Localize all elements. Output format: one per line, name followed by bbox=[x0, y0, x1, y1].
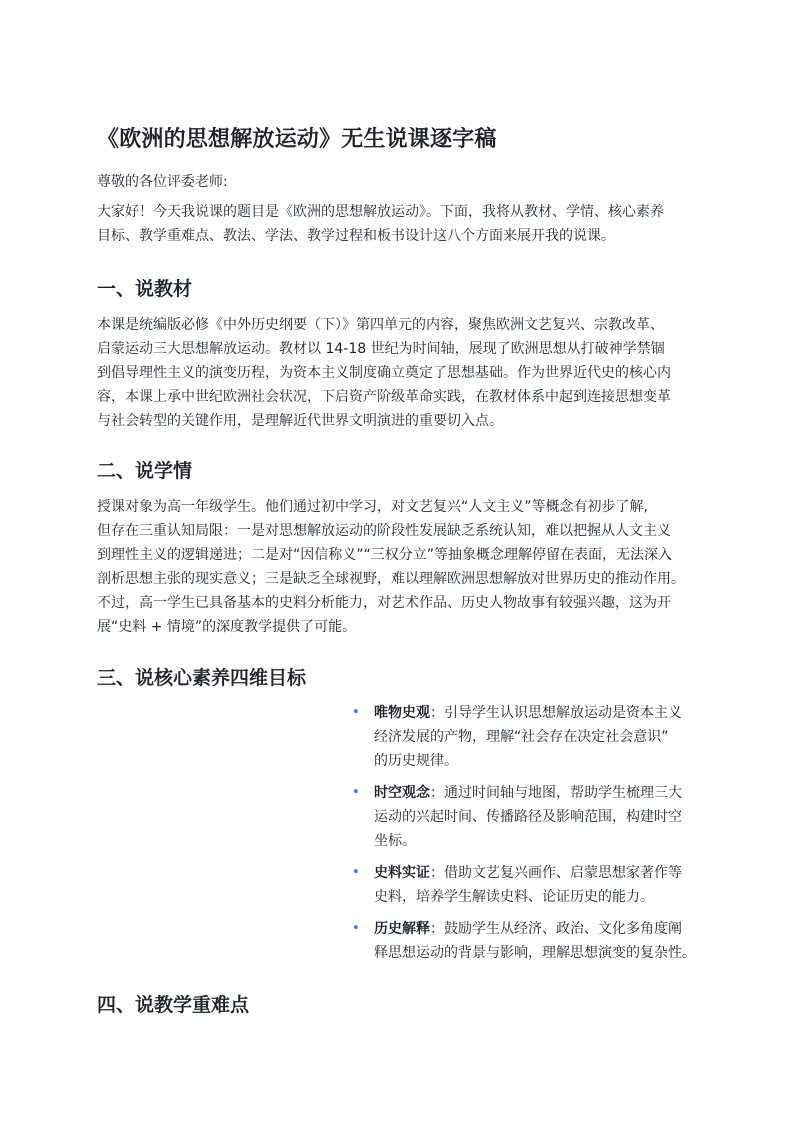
bullet-dot-icon: • bbox=[352, 785, 360, 800]
bullet-dot-icon: • bbox=[352, 865, 360, 880]
heading-core-literacy: 三、说核心素养四维目标 bbox=[97, 667, 307, 689]
paragraph-line: 不过，高一学生已具备基本的史料分析能力，对艺术作品、历史人物故事有较强兴趣，这为开 bbox=[97, 595, 671, 611]
paragraph-line: 启蒙运动三大思想解放运动。教材以 14-18 世纪为时间轴，展现了欧洲思想从打破神学禁锢 bbox=[97, 341, 665, 357]
heading-teaching-material: 一、说教材 bbox=[97, 278, 193, 300]
greeting: 尊敬的各位评委老师: bbox=[97, 174, 228, 190]
bullet-dot-icon: • bbox=[352, 705, 360, 720]
paragraph-line: 展“史料 + 情境”的深度教学提供了可能。 bbox=[97, 619, 357, 635]
bullet-label: 史料实证 bbox=[374, 865, 430, 881]
paragraph-line: 授课对象为高一年级学生。他们通过初中学习，对文艺复兴“人文主义”等概念有初步了解, bbox=[97, 499, 648, 515]
bullet-line: 历史解释：鼓励学生从经济、政治、文化多角度阐 bbox=[374, 921, 682, 937]
bullet-label: 时空观念 bbox=[374, 785, 430, 801]
intro-line-1: 大家好！今天我说课的题目是《欧洲的思想解放运动》。下面，我将从教材、学情、核心素养 bbox=[97, 204, 664, 220]
paragraph-line: 剖析思想主张的现实意义；三是缺乏全球视野，难以理解欧洲思想解放对世界历史的推动作用。 bbox=[97, 571, 685, 587]
bullet-line: 经济发展的产物，理解“社会存在决定社会意识” bbox=[374, 729, 669, 745]
paragraph-line: 本课是统编版必修《中外历史纲要（下）》第四单元的内容，聚焦欧洲文艺复兴、宗教改革、 bbox=[97, 317, 664, 333]
bullet-line: 唯物史观：引导学生认识思想解放运动是资本主义 bbox=[374, 705, 682, 721]
bullet-line: 时空观念：通过时间轴与地图，帮助学生梳理三大 bbox=[374, 785, 682, 801]
paragraph-line: 到理性主义的逻辑递进；二是对“因信称义”“三权分立”等抽象概念理解停留在表面，无法深入 bbox=[97, 547, 673, 563]
bullet-line: 坐标。 bbox=[374, 833, 416, 849]
paragraph-line: 但存在三重认知局限：一是对思想解放运动的阶段性发展缺乏系统认知，难以把握从人文主义 bbox=[97, 523, 671, 539]
bullet-line: 的历史规律。 bbox=[374, 753, 458, 769]
bullet-label: 唯物史观 bbox=[374, 705, 430, 721]
bullet-line: 史料，培养学生解读史料、论证历史的能力。 bbox=[374, 889, 654, 905]
bullet-line: 史料实证：借助文艺复兴画作、启蒙思想家著作等 bbox=[374, 865, 682, 881]
bullet-line: 运动的兴起时间、传播路径及影响范围，构建时空 bbox=[374, 809, 682, 825]
document-title: 《欧洲的思想解放运动》无生说课逐字稿 bbox=[97, 127, 497, 152]
bullet-dot-icon: • bbox=[352, 921, 360, 936]
heading-student-analysis: 二、说学情 bbox=[97, 460, 193, 482]
bullet-line: 释思想运动的背景与影响，理解思想演变的复杂性。 bbox=[374, 945, 696, 961]
bullet-label: 历史解释 bbox=[374, 921, 430, 937]
paragraph-line: 容，本课上承中世纪欧洲社会状况，下启资产阶级革命实践，在教材体系中起到连接思想变革 bbox=[97, 389, 671, 405]
heading-key-difficult-points: 四、说教学重难点 bbox=[97, 994, 250, 1016]
intro-line-2: 目标、教学重难点、教法、学法、教学过程和板书设计这八个方面来展开我的说课。 bbox=[97, 228, 615, 244]
paragraph-line: 到倡导理性主义的演变历程，为资本主义制度确立奠定了思想基础。作为世界近代史的核心内 bbox=[97, 365, 671, 381]
paragraph-line: 与社会转型的关键作用，是理解近代世界文明演进的重要切入点。 bbox=[97, 413, 503, 429]
